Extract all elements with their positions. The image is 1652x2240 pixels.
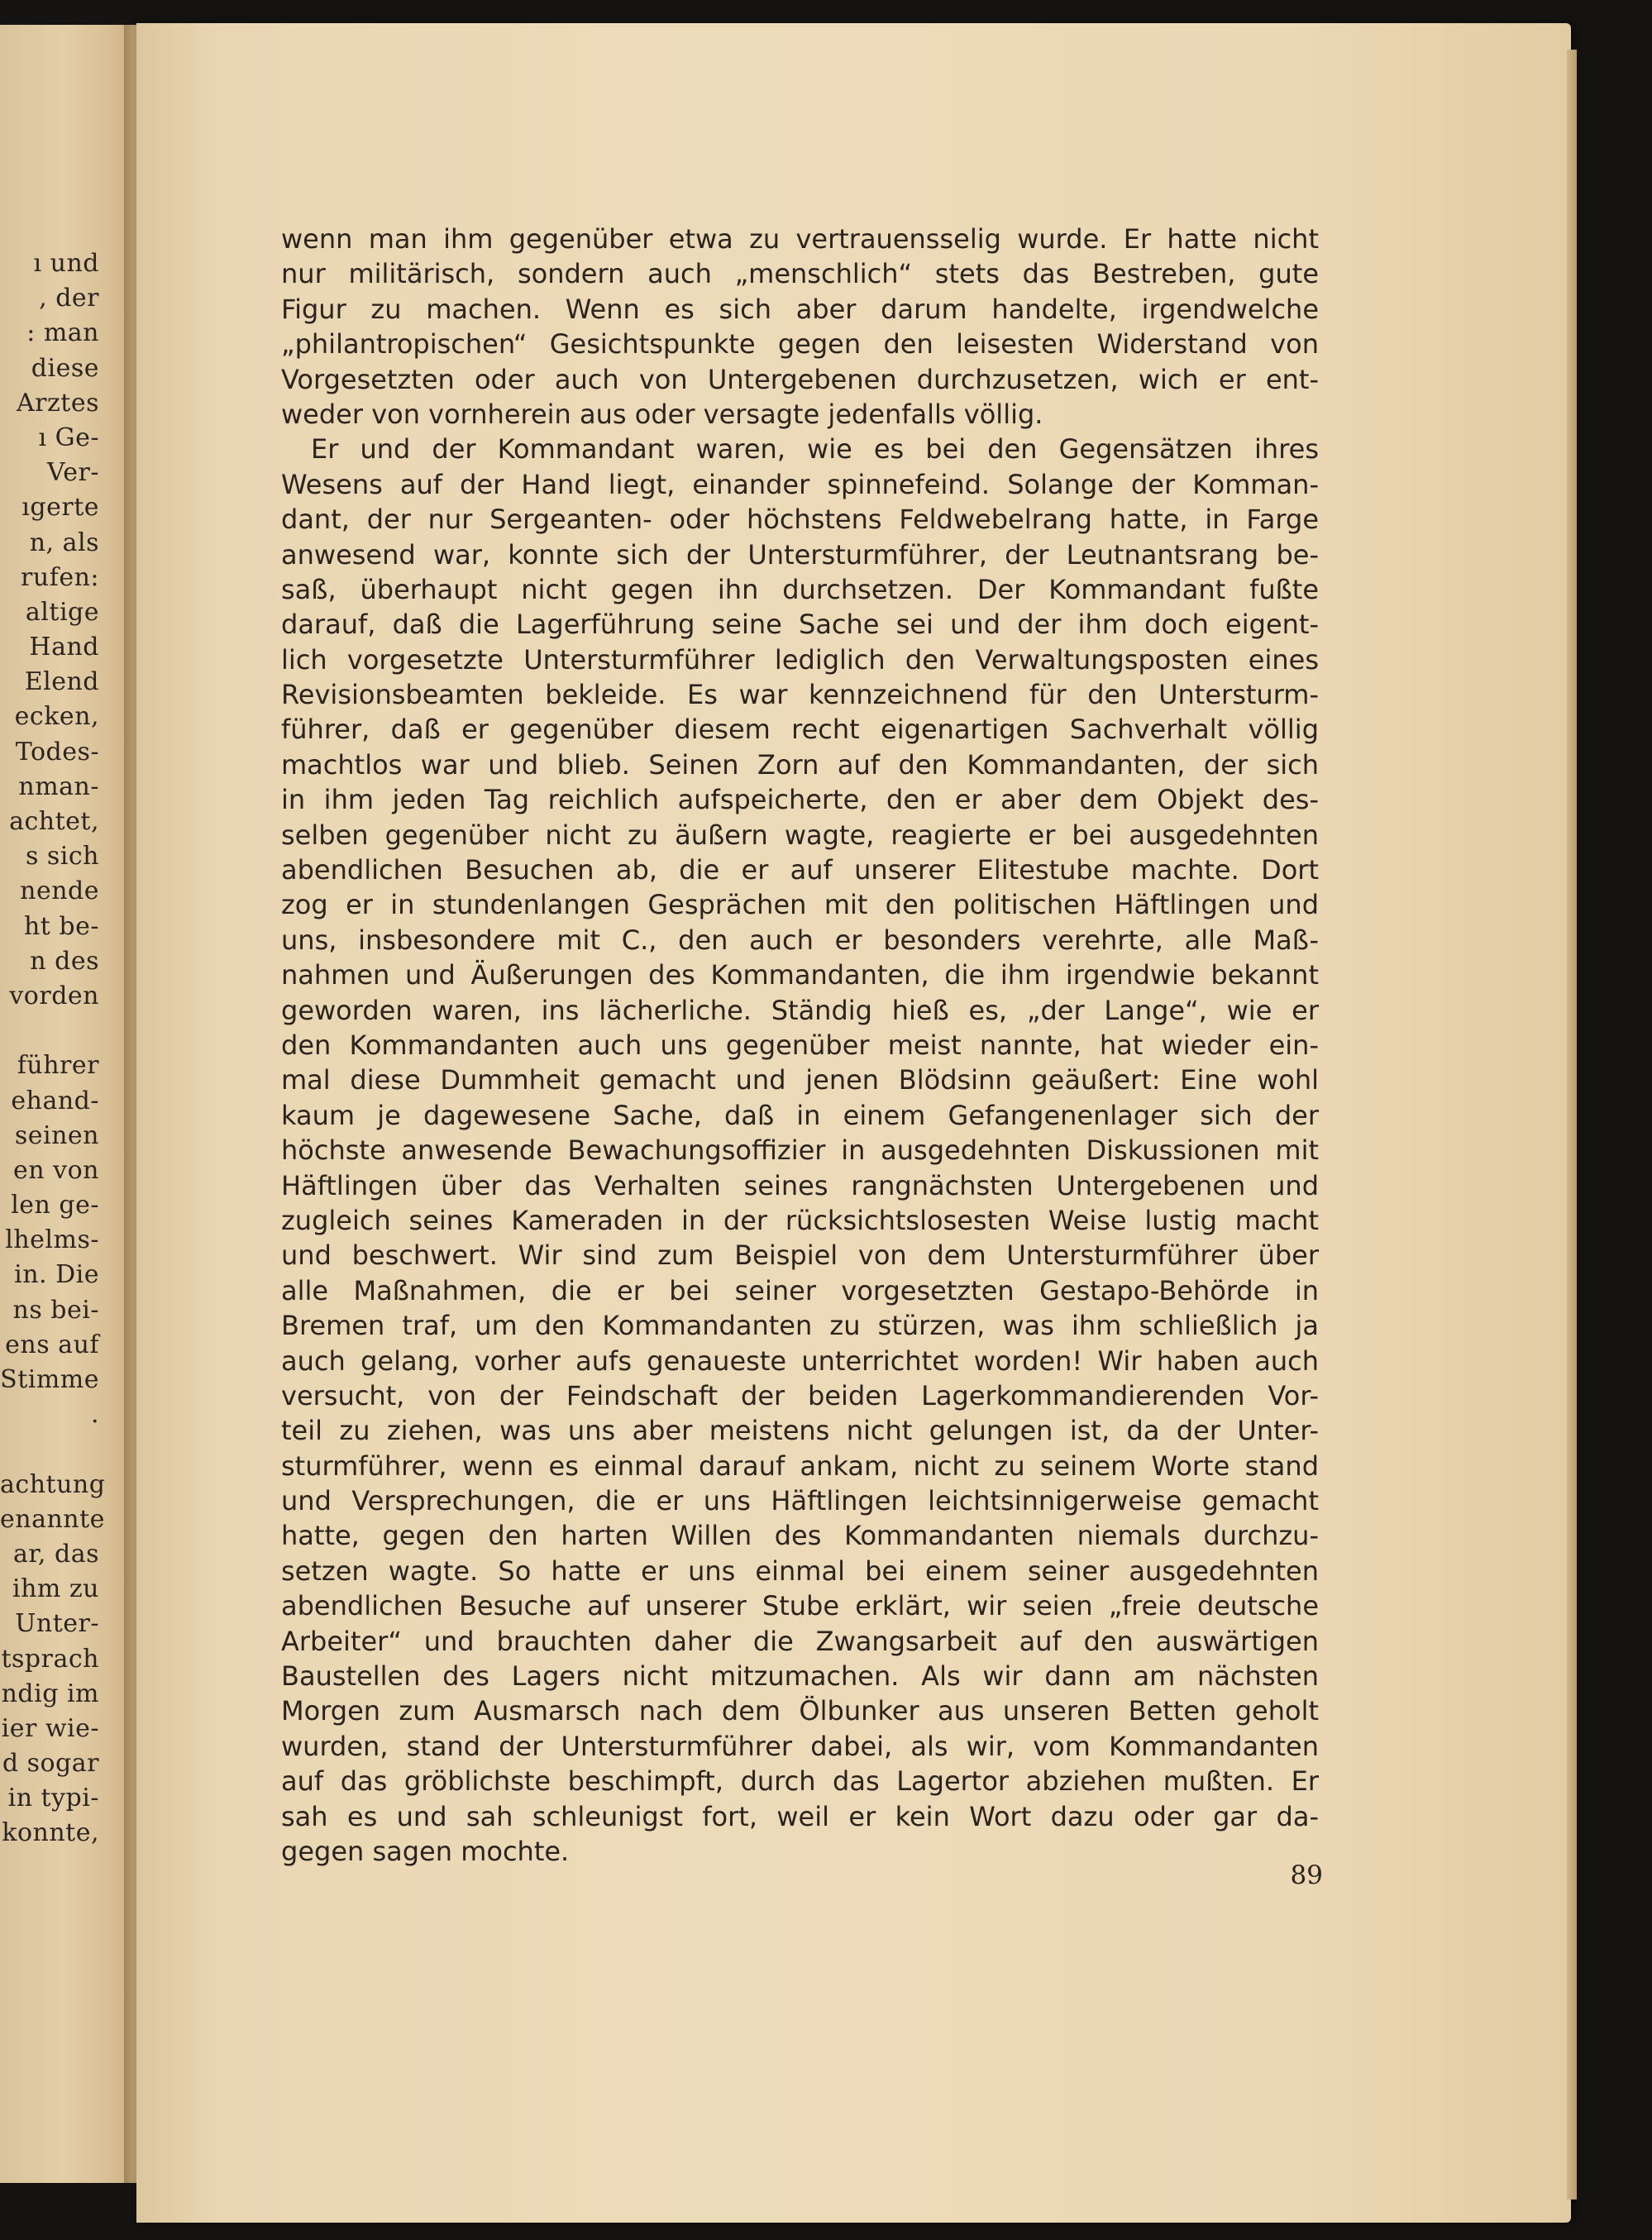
left-page-line: rufen: [21, 562, 99, 592]
text-line: und beschwert. Wir sind zum Beispiel von dem Untersturmführer über [281, 1239, 1319, 1272]
left-page-line [0, 1014, 99, 1048]
left-page-line: achtung [0, 1469, 106, 1499]
text-line: hatte, gegen den harten Willen des Kommandanten niemals durchzu- [281, 1520, 1319, 1552]
left-page-line: ıgerte [21, 493, 99, 523]
text-line: Morgen zum Ausmarsch nach dem Ölbunker aus unseren Betten geholt [281, 1695, 1319, 1727]
text-line: geworden waren, ins lächerliche. Ständig hieß es, „der Lange“, wie er [281, 994, 1319, 1026]
left-page-line: lhelms- [5, 1225, 99, 1255]
text-line: saß, überhaupt nicht gegen ihn durchsetzen. Der Kommandant fußte [281, 573, 1319, 605]
text-line: teil zu ziehen, was uns aber meistens nicht gelungen ist, da der Unter- [281, 1415, 1319, 1447]
text-line: Häftlingen über das Verhalten seines rangnächsten Untergebenen und [281, 1169, 1319, 1201]
paragraph [281, 222, 1319, 432]
left-page-line: n, als [29, 528, 99, 557]
left-page-line: len ge- [11, 1191, 99, 1220]
text-line: Baustellen des Lagers nicht mitzumachen. Als wir dann am nächsten [281, 1660, 1319, 1693]
left-page-line: ı und [33, 249, 99, 278]
text-line: Revisionsbeamten bekleide. Es war kennzeichnend für den Untersturm- [281, 679, 1319, 711]
text-line: machtlos war und blieb. Seinen Zorn auf den Kommandanten, der sich [281, 748, 1319, 781]
text-line: wenn man ihm gegenüber etwa zu vertrauensselig wurde. Er hatte nicht [281, 223, 1319, 255]
left-page-line: seinen [14, 1120, 99, 1150]
text-line: alle Maßnahmen, die er bei seiner vorgesetzten Gestapo-Behörde in [281, 1274, 1319, 1306]
left-page-line: Elend [24, 667, 99, 697]
text-line: den Kommandanten auch uns gegenüber meist nannte, hat wieder ein- [281, 1029, 1319, 1061]
text-line: setzen wagte. So hatte er uns einmal bei einem seiner ausgedehnten [281, 1555, 1319, 1587]
left-page-line: Unter- [15, 1609, 99, 1639]
left-page-line: n des [30, 946, 99, 976]
left-page-line: ndig im [1, 1679, 99, 1708]
text-line: Er und der Kommandant waren, wie es bei den Gegensätzen ihres [311, 433, 1319, 466]
text-line: lich vorgesetzte Untersturmführer lediglich den Verwaltungsposten eines [281, 643, 1319, 676]
text-line: mal diese Dummheit gemacht und jenen Blödsinn geäußert: Eine wohl [281, 1064, 1319, 1096]
left-page-line: in typi- [7, 1784, 99, 1813]
text-line: gegen sagen mochte. [281, 1835, 570, 1867]
left-page-line: Arztes [16, 388, 99, 418]
left-page-line: nman- [18, 771, 99, 801]
paragraph [281, 432, 1319, 1869]
text-line: zog er in stundenlangen Gesprächen mit den politischen Häftlingen und [281, 889, 1319, 921]
text-line: darauf, daß die Lagerführung seine Sache sei und der ihm doch eigent- [281, 609, 1319, 641]
left-page-line: ar, das [13, 1539, 99, 1569]
text-line: sturmführer, wenn es einmal darauf ankam, nicht zu seinem Worte stand [281, 1450, 1319, 1482]
text-line: anwesend war, konnte sich der Untersturmführer, der Leutnantsrang be- [281, 538, 1319, 571]
left-page-line: ecken, [14, 702, 99, 732]
left-page-line: tsprach [1, 1644, 99, 1674]
left-page-line: d sogar [2, 1749, 99, 1779]
text-line: und Versprechungen, die er uns Häftlingen leichtsinnigerweise gemacht [281, 1485, 1319, 1517]
left-page-line: s sich [25, 842, 99, 872]
text-line: nahmen und Äußerungen des Kommandanten, die ihm irgendwie bekannt [281, 959, 1319, 991]
text-line: dant, der nur Sergeanten- oder höchstens Feldwebelrang hatte, in Farge [281, 504, 1319, 536]
left-page-line: Todes- [15, 737, 99, 767]
left-page-line: vorden [9, 981, 99, 1010]
page-edge [1567, 50, 1577, 2199]
text-line: wurden, stand der Untersturmführer dabei, als wir, vom Kommandanten [281, 1730, 1319, 1762]
left-page-line: nende [20, 876, 99, 906]
left-page [0, 25, 136, 2183]
left-page-line: in. Die [14, 1260, 99, 1290]
left-page-line: ehand- [11, 1086, 99, 1115]
text-line: Bremen traf, um den Kommandanten zu stürzen, was ihm schließlich ja [281, 1310, 1319, 1342]
text-line: „philantropischen“ Gesichtspunkte gegen den leisesten Widerstand von [281, 328, 1319, 361]
text-line: weder von vornherein aus oder versagte jedenfalls völlig. [281, 398, 1043, 430]
left-page-line: ihm zu [12, 1574, 99, 1604]
text-line: uns, insbesondere mit C., den auch er besonders verehrte, alle Maß- [281, 924, 1319, 956]
text-line: abendlichen Besuche auf unserer Stube erklärt, wir seien „freie deutsche [281, 1590, 1319, 1622]
body-text [281, 222, 1319, 1869]
left-page-line: diese [31, 353, 99, 383]
left-page-line [0, 1432, 99, 1467]
left-page-line: ı Ge- [38, 423, 99, 452]
left-page-line: : man [26, 318, 99, 348]
left-page-text [0, 246, 106, 1851]
text-line: sah es und sah schleunigst fort, weil er kein Wort dazu oder gar da- [281, 1800, 1319, 1832]
left-page-line: ht be- [23, 911, 99, 941]
text-line: führer, daß er gegenüber diesem recht eigenartigen Sachverhalt völlig [281, 714, 1319, 746]
left-page-line: Stimme [0, 1365, 99, 1394]
left-page-line: führer [17, 1051, 99, 1081]
left-page-line: Hand [29, 633, 99, 662]
text-line: nur militärisch, sondern auch „menschlich“ stets das Bestreben, gute [281, 258, 1319, 290]
text-line: zugleich seines Kameraden in der rücksichtslosesten Weise lustig macht [281, 1204, 1319, 1236]
left-page-line: en von [13, 1155, 99, 1185]
text-line: in ihm jeden Tag reichlich aufspeicherte, den er aber dem Objekt des- [281, 784, 1319, 816]
left-page-line: altige [25, 597, 99, 627]
left-page-line: , der [39, 284, 99, 313]
left-page-line: Ver- [46, 458, 99, 488]
text-line: abendlichen Besuchen ab, die er auf unserer Elitestube machte. Dort [281, 854, 1319, 886]
text-line: Arbeiter“ und brauchten daher die Zwangsarbeit auf den auswärtigen [281, 1625, 1319, 1657]
text-line: auch gelang, vorher aufs genaueste unterrichtet worden! Wir haben auch [281, 1344, 1319, 1377]
text-line: Vorgesetzten oder auch von Untergebenen durchzusetzen, wich er ent- [281, 363, 1319, 395]
left-page-line: . [90, 1400, 99, 1430]
text-line: Figur zu machen. Wenn es sich aber darum handelte, irgendwelche [281, 293, 1319, 325]
text-line: selben gegenüber nicht zu äußern wagte, reagierte er bei ausgedehnten [281, 819, 1319, 851]
text-line: höchste anwesende Bewachungsoffizier in ausgedehnten Diskussionen mit [281, 1134, 1319, 1167]
page-number: 89 [1290, 1860, 1323, 1890]
left-page-line: ns bei- [12, 1295, 99, 1325]
left-page-line: enannte [0, 1504, 105, 1534]
left-page-line: achtet, [9, 807, 99, 836]
text-line: Wesens auf der Hand liegt, einander spinnefeind. Solange der Komman- [281, 468, 1319, 500]
text-line: kaum je dagewesene Sache, daß in einem Gefangenenlager sich der [281, 1099, 1319, 1131]
left-page-line: konnte, [2, 1818, 99, 1848]
text-line: versucht, von der Feindschaft der beiden Lagerkommandierenden Vor- [281, 1379, 1319, 1411]
text-line: auf das gröblichste beschimpft, durch das Lagertor abziehen mußten. Er [281, 1765, 1319, 1798]
left-page-line: ens auf [5, 1330, 99, 1359]
left-page-line: ier wie- [1, 1713, 99, 1743]
